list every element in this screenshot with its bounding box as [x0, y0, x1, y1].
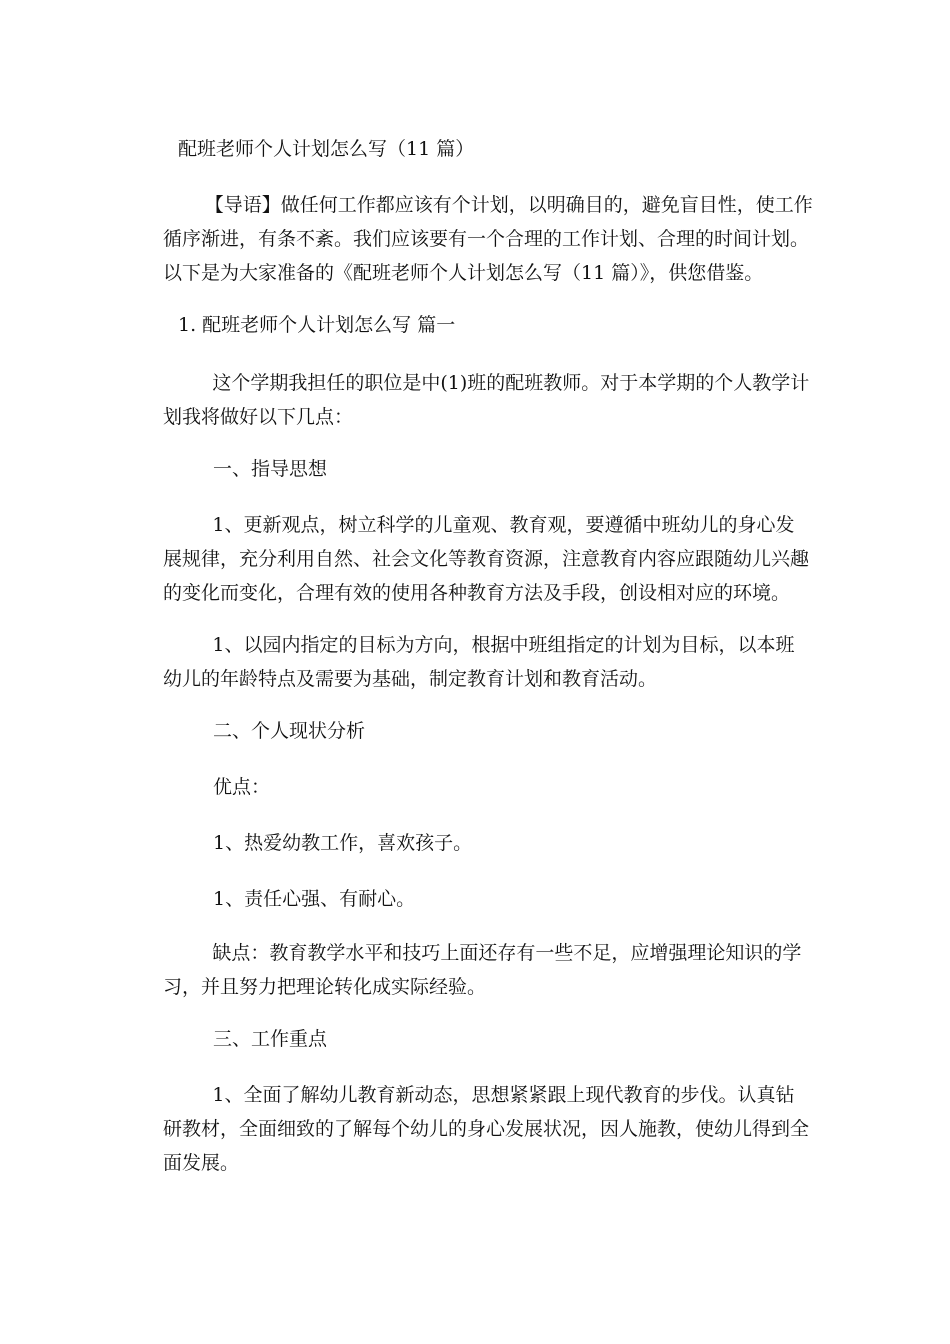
- paragraph-update-views: 1、更新观点，树立科学的儿童观、教育观，要遵循中班幼儿的身心发展规律，充分利用自然、社会文化等教育资源，注意教育内容应跟随幼儿兴趣的变化而变化，合理有效的使用各种教育方法及手段，创设相对应的环境。: [163, 514, 810, 604]
- paragraph-goals: 1、以园内指定的目标为方向，根据中班组指定的计划为目标，以本班幼儿的年龄特点及需要为基础，制定教育计划和教育活动。: [163, 634, 795, 690]
- section-title: 1. 配班老师个人计划怎么写 篇一: [178, 314, 456, 336]
- heading-status-analysis: 二、个人现状分析: [213, 720, 366, 742]
- heading-guiding-ideology: 一、指导思想: [213, 458, 328, 480]
- strength-item-2: 1、责任心强、有耐心。: [213, 888, 416, 910]
- label-strengths: 优点：: [213, 776, 271, 798]
- strength-item-1: 1、热爱幼教工作，喜欢孩子。: [213, 832, 473, 854]
- document-title: 配班老师个人计划怎么写（11 篇）: [178, 138, 475, 160]
- paragraph-weaknesses: 缺点：教育教学水平和技巧上面还存有一些不足，应增强理论知识的学习，并且努力把理论转化成实际经验。: [163, 942, 802, 998]
- paragraph-work-focus-1: 1、全面了解幼儿教育新动态，思想紧紧跟上现代教育的步伐。认真钻研教材，全面细致的了解每个幼儿的身心发展状况，因人施教，使幼儿得到全面发展。: [163, 1084, 810, 1174]
- paragraph-role: 这个学期我担任的职位是中(1)班的配班教师。对于本学期的个人教学计划我将做好以下几点：: [163, 372, 810, 428]
- intro-paragraph: 【导语】做任何工作都应该有个计划，以明确目的，避免盲目性，使工作循序渐进，有条不紊。我们应该要有一个合理的工作计划、合理的时间计划。以下是为大家准备的《配班老师个人计划怎么写（11 篇）》，供您借鉴。: [163, 194, 813, 284]
- heading-work-focus: 三、工作重点: [213, 1028, 328, 1050]
